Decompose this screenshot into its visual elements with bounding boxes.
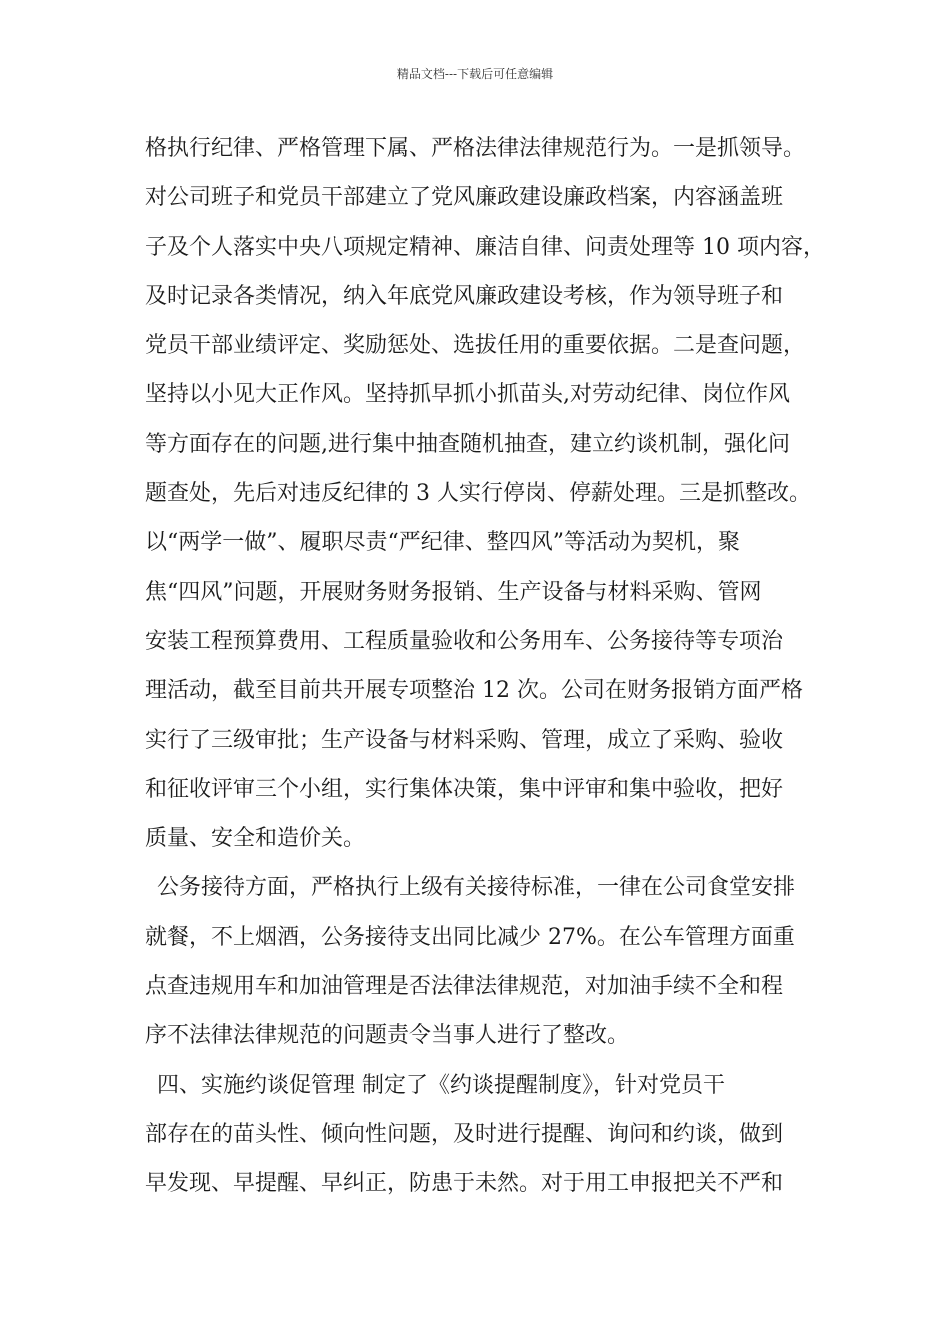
body-text	[145, 124, 825, 1209]
text-line: 格执行纪律、严格管理下属、严格法律法律规范行为。一是抓领导。	[145, 136, 806, 161]
text-line: 安装工程预算费用、工程质量验收和公务用车、公务接待等专项治	[145, 628, 784, 654]
text-line: 和征收评审三个小组，实行集体决策，集中评审和集中验收，把好	[145, 776, 784, 802]
text-line: 及时记录各类情况，纳入年底党风廉政建设考核，作为领导班子和	[145, 283, 784, 309]
text-line: 等方面存在的问题,进行集中抽查随机抽查，建立约谈机制，强化问	[145, 431, 790, 457]
paragraph-start-line: 公务接待方面，严格执行上级有关接待标准，一律在公司食堂安排	[157, 875, 796, 901]
text-line: 就餐，不上烟酒，公务接待支出同比减少 27%。在公车管理方面重	[145, 924, 795, 950]
text-line: 序不法律法律规范的问题责令当事人进行了整改。	[145, 1023, 630, 1049]
text-line: 坚持以小见大正作风。坚持抓早抓小抓苗头,对劳动纪律、岗位作风	[145, 382, 790, 408]
text-line: 题查处，先后对违反纪律的 3 人实行停岗、停薪处理。三是抓整改。	[145, 481, 811, 507]
text-line: 理活动，截至目前共开展专项整治 12 次。公司在财务报销方面严格	[145, 678, 803, 704]
section-heading-line: 四、实施约谈促管理 制定了《约谈提醒制度》，针对党员干	[157, 1072, 725, 1098]
text-line: 点查违规用车和加油管理是否法律法律规范，对加油手续不全和程	[145, 974, 784, 1000]
text-line: 部存在的苗头性、倾向性问题，及时进行提醒、询问和约谈，做到	[145, 1121, 784, 1147]
text-line: 党员干部业绩评定、奖励惩处、选拔任用的重要依据。二是查问题，	[145, 333, 806, 359]
text-line: 子及个人落实中央八项规定精神、廉洁自律、问责处理等 10 项内容，	[145, 234, 825, 260]
text-line: 实行了三级审批；生产设备与材料采购、管理，成立了采购、验收	[145, 727, 784, 753]
text-line: 焦“四风”问题，开展财务财务报销、生产设备与材料采购、管网	[145, 579, 762, 605]
text-line: 对公司班子和党员干部建立了党风廉政建设廉政档案，内容涵盖班	[145, 185, 784, 211]
text-line: 以“两学一做”、履职尽责“严纪律、整四风”等活动为契机，聚	[145, 530, 740, 556]
text-line: 质量、安全和造价关。	[145, 826, 366, 852]
text-line: 早发现、早提醒、早纠正，防患于未然。对于用工申报把关不严和	[145, 1171, 784, 1197]
page-header: 精品文档---下载后可任意编辑	[396, 67, 554, 81]
